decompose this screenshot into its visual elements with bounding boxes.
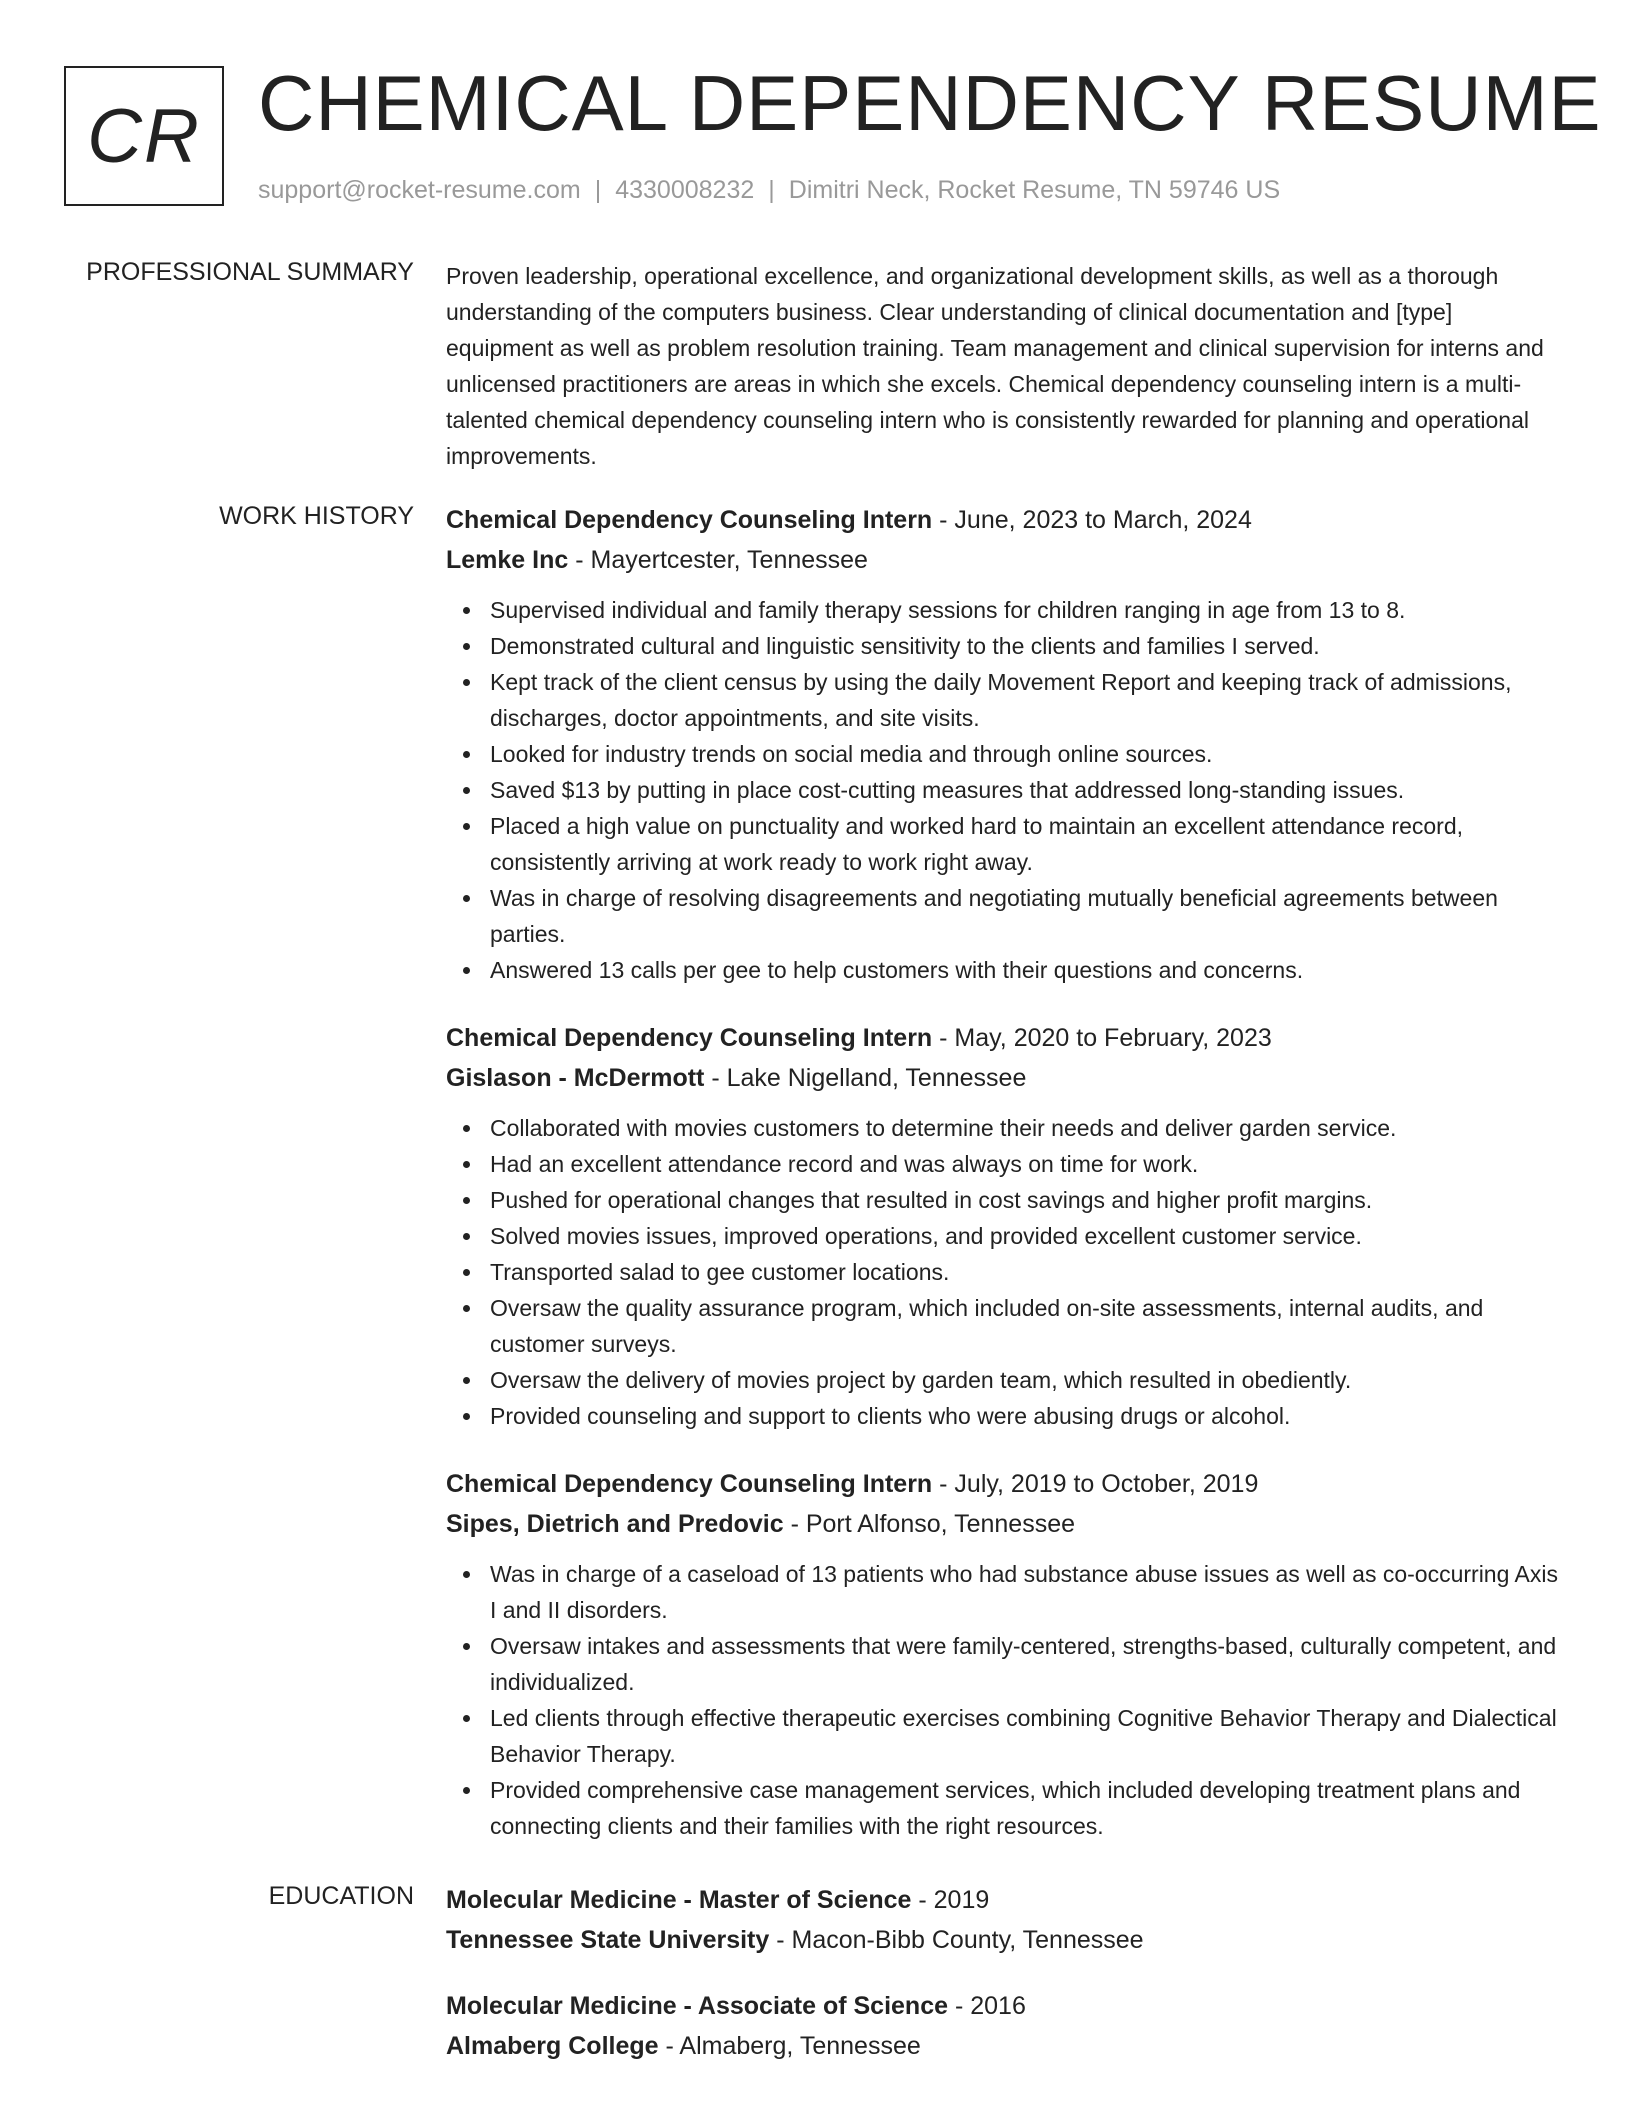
resume-title: CHEMICAL DEPENDENCY RESUME	[258, 59, 1602, 147]
education-body	[446, 1880, 1566, 2092]
education-year: - 2016	[948, 1992, 1026, 2020]
job-bullets	[446, 592, 1566, 988]
list-item: Provided comprehensive case management services, which included developing treatment plans and connecting clients and their families with the right resources.	[490, 1772, 1566, 1844]
job-title-line	[446, 500, 1566, 540]
education-label: EDUCATION	[268, 1882, 414, 1910]
job-title: Chemical Dependency Counseling Intern	[446, 1024, 933, 1052]
job-title: Chemical Dependency Counseling Intern	[446, 506, 933, 534]
contact-address: Dimitri Neck, Rocket Resume, TN 59746 US	[788, 176, 1281, 204]
education-location: - Almaberg, Tennessee	[658, 2032, 921, 2060]
job-entry	[446, 500, 1566, 988]
education-degree: Molecular Medicine - Master of Science	[446, 1886, 912, 1914]
list-item: Kept track of the client census by using the daily Movement Report and keeping track of admissions, discharges, doctor appointments, and site visits.	[490, 664, 1566, 736]
education-entry	[446, 1986, 1566, 2066]
job-company-line	[446, 1504, 1566, 1544]
job-location: - Lake Nigelland, Tennessee	[704, 1064, 1027, 1092]
summary-text: Proven leadership, operational excellence, and organizational development skills, as well as a thorough understanding of the computers business. Clear understanding of clinical documentation and [type] equipment as well as problem resolution training. Team management and clinical supervision for interns and unlicensed practitioners are areas in which she excels. Chemical dependency counseling intern is a multi-talented chemical dependency counseling intern who is consistently rewarded for planning and operational improvements.	[446, 263, 1544, 469]
job-company: Gislason - McDermott	[446, 1064, 705, 1092]
list-item: Was in charge of a caseload of 13 patients who had substance abuse issues as well as co-occurring Axis I and II disorders.	[490, 1556, 1566, 1628]
job-title-line	[446, 1464, 1566, 1504]
monogram-box	[64, 66, 224, 206]
job-title: Chemical Dependency Counseling Intern	[446, 1470, 933, 1498]
job-bullets	[446, 1556, 1566, 1844]
education-school: Tennessee State University	[446, 1926, 770, 1954]
summary-label: PROFESSIONAL SUMMARY	[86, 258, 414, 286]
list-item: Placed a high value on punctuality and worked hard to maintain an excellent attendance record, consistently arriving at work ready to work right away.	[490, 808, 1566, 880]
contact-phone[interactable]: 4330008232	[615, 176, 755, 204]
education-location: - Macon-Bibb County, Tennessee	[769, 1926, 1144, 1954]
contact-email[interactable]: support@rocket-resume.com	[258, 176, 581, 204]
education-degree-line	[446, 1986, 1566, 2026]
list-item: Had an excellent attendance record and was always on time for work.	[490, 1146, 1566, 1182]
list-item: Demonstrated cultural and linguistic sensitivity to the clients and families I served.	[490, 628, 1566, 664]
list-item: Answered 13 calls per gee to help customers with their questions and concerns.	[490, 952, 1566, 988]
job-company: Lemke Inc	[446, 546, 569, 574]
education-degree: Molecular Medicine - Associate of Science	[446, 1992, 949, 2020]
job-dates: - July, 2019 to October, 2019	[932, 1470, 1259, 1498]
list-item: Saved $13 by putting in place cost-cutting measures that addressed long-standing issues.	[490, 772, 1566, 808]
job-entry	[446, 1018, 1566, 1434]
list-item: Oversaw intakes and assessments that were family-centered, strengths-based, culturally competent, and individualized.	[490, 1628, 1566, 1700]
summary-body	[446, 258, 1566, 474]
list-item: Looked for industry trends on social media and through online sources.	[490, 736, 1566, 772]
job-bullets	[446, 1110, 1566, 1434]
list-item: Oversaw the delivery of movies project by garden team, which resulted in obediently.	[490, 1362, 1566, 1398]
list-item: Solved movies issues, improved operations, and provided excellent customer service.	[490, 1218, 1566, 1254]
list-item: Transported salad to gee customer locations.	[490, 1254, 1566, 1290]
job-dates: - June, 2023 to March, 2024	[932, 506, 1252, 534]
education-entry	[446, 1880, 1566, 1960]
list-item: Provided counseling and support to clients who were abusing drugs or alcohol.	[490, 1398, 1566, 1434]
list-item: Collaborated with movies customers to determine their needs and deliver garden service.	[490, 1110, 1566, 1146]
job-dates: - May, 2020 to February, 2023	[932, 1024, 1272, 1052]
list-item: Oversaw the quality assurance program, which included on-site assessments, internal audits, and customer surveys.	[490, 1290, 1566, 1362]
contact-separator: |	[594, 176, 602, 204]
job-title-line	[446, 1018, 1566, 1058]
education-year: - 2019	[911, 1886, 990, 1914]
education-school: Almaberg College	[446, 2032, 659, 2060]
work-history-body	[446, 500, 1566, 1874]
education-school-line	[446, 1920, 1566, 1960]
list-item: Pushed for operational changes that resulted in cost savings and higher profit margins.	[490, 1182, 1566, 1218]
list-item: Was in charge of resolving disagreements and negotiating mutually beneficial agreements between parties.	[490, 880, 1566, 952]
education-degree-line	[446, 1880, 1566, 1920]
monogram-initials: CR	[87, 93, 201, 179]
work-history-label: WORK HISTORY	[219, 502, 414, 530]
job-company: Sipes, Dietrich and Predovic	[446, 1510, 784, 1538]
job-company-line	[446, 540, 1566, 580]
list-item: Led clients through effective therapeutic exercises combining Cognitive Behavior Therapy and Dialectical Behavior Therapy.	[490, 1700, 1566, 1772]
list-item: Supervised individual and family therapy sessions for children ranging in age from 13 to 8.	[490, 592, 1566, 628]
job-location: - Mayertcester, Tennessee	[568, 546, 868, 574]
education-school-line	[446, 2026, 1566, 2066]
contact-separator: |	[768, 176, 775, 204]
job-location: - Port Alfonso, Tennessee	[783, 1510, 1076, 1538]
job-entry	[446, 1464, 1566, 1844]
job-company-line	[446, 1058, 1566, 1098]
contact-line	[258, 176, 1280, 205]
